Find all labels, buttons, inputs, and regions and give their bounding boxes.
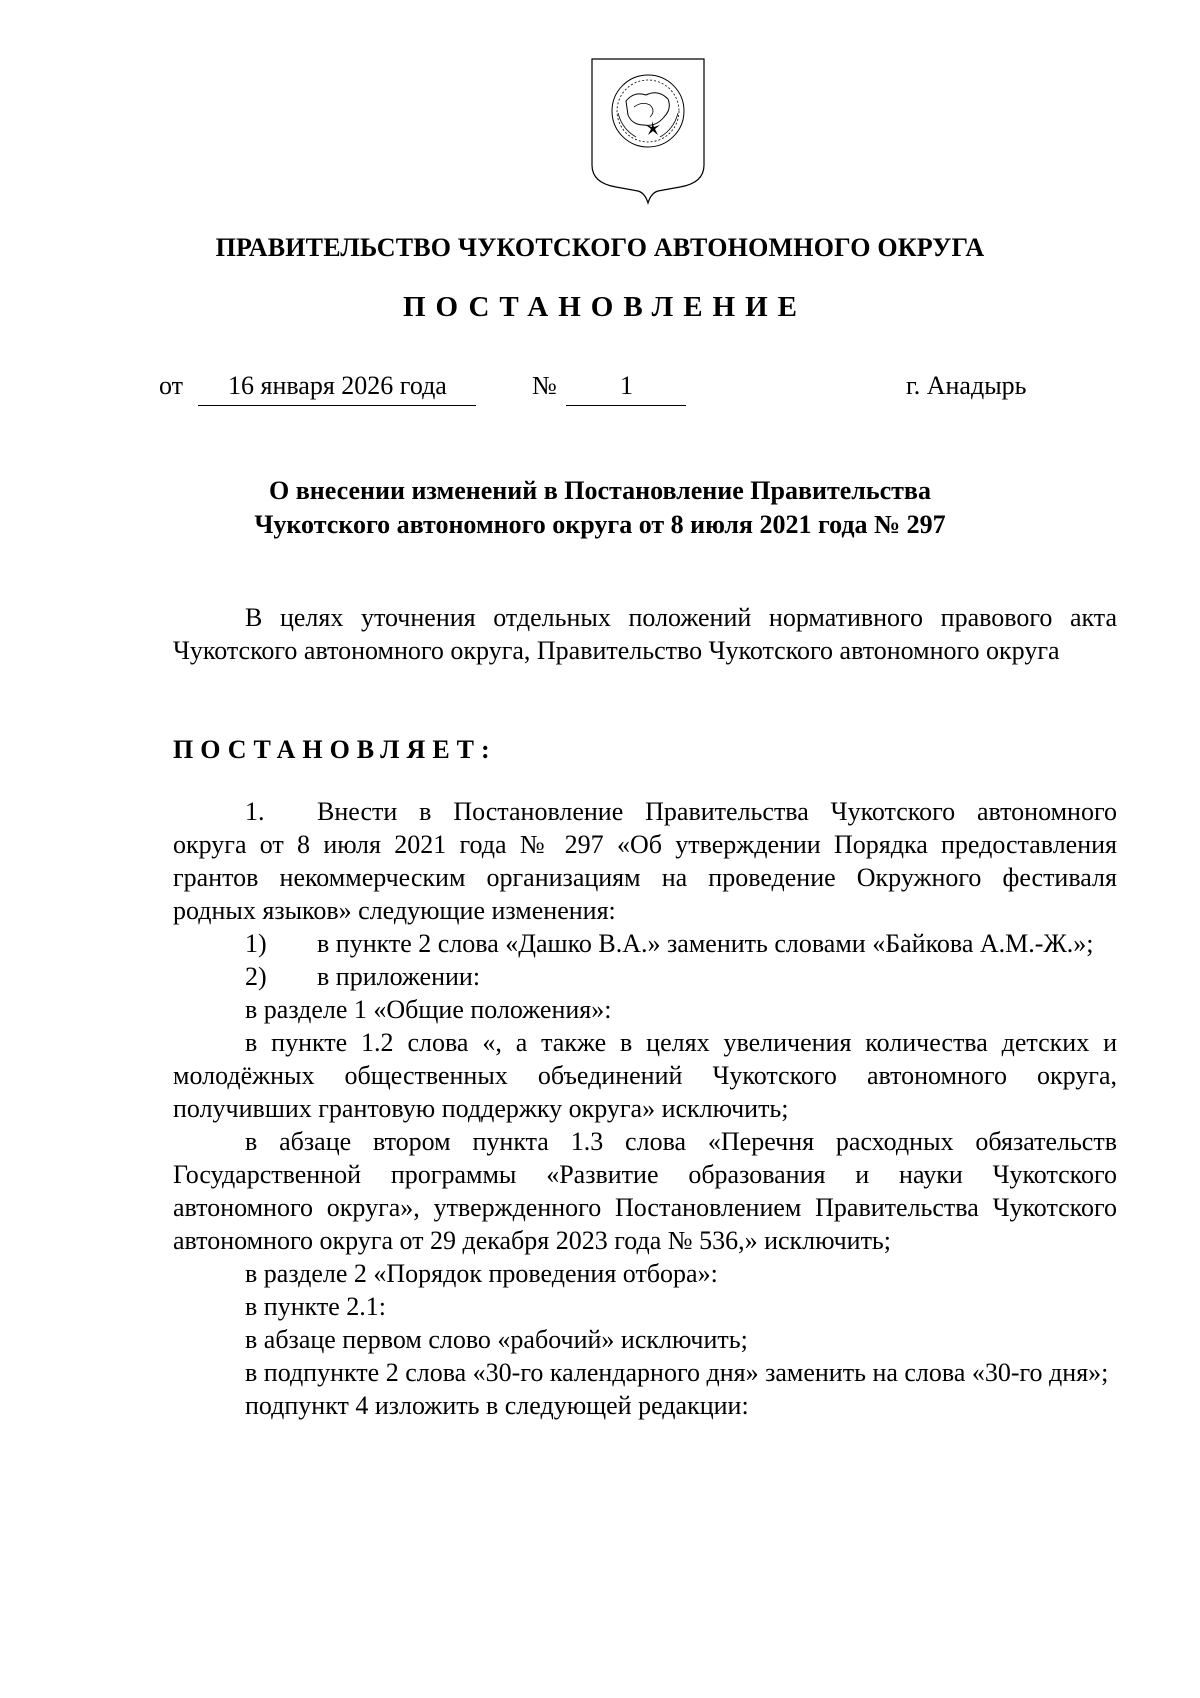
item-1-number: 1. <box>245 797 265 826</box>
document-date: 16 января 2026 года <box>228 371 447 400</box>
subitem-2-number: 2) <box>245 962 267 991</box>
item-1-text: Внести в Постановление Правительства Чукотского автономного округа от 8 июля 2021 года № 297 «Об утверждении Порядка предоставления грантов некоммерческим организациям на проведение Окружного фестиваля родных языков» следующие изменения: <box>173 797 1117 925</box>
paragraph-abzac-1: в абзаце первом слово «рабочий» исключить; <box>245 1325 748 1354</box>
number-underline <box>566 405 686 406</box>
subitem-1 <box>173 927 1117 960</box>
paragraph-subpoint-4: подпункт 4 изложить в следующей редакции: <box>245 1391 749 1420</box>
coat-of-arms-emblem <box>588 55 708 207</box>
paragraph-point-1-2: в пункте 1.2 слова «, а также в целях увеличения количества детских и молодёжных общественных объединений Чукотского автономного округа, получивших грантовую поддержку округа» исключить; <box>173 1028 1117 1123</box>
preamble-paragraph: В целях уточнения отдельных положений нормативного правового акта Чукотского автономного округа, Правительство Чукотского автономного округа <box>173 603 1117 665</box>
date-underline <box>198 405 476 406</box>
document-city: г. Анадырь <box>906 371 1027 400</box>
subitem-1-text: в пункте 2 слова «Дашко В.А.» заменить словами «Байкова А.М.-Ж.»; <box>317 929 1094 958</box>
number-label: № <box>532 371 557 400</box>
document-type-heading: ПОСТАНОВЛЕНИЕ <box>402 291 807 323</box>
document-subject <box>0 474 1200 542</box>
paragraph-point-1-3: в абзаце втором пункта 1.3 слова «Перечня расходных обязательств Государственной программы «Развитие образования и науки Чукотского автономного округа», утвержденного Постановлением Правительства Чукотского автономного округа от 29 декабря 2023 года № 536,» исключить; <box>173 1127 1117 1255</box>
paragraph-subpoint-2: в подпункте 2 слова «30-го календарного дня» заменить на слова «30-го дня»; <box>245 1358 1109 1387</box>
paragraph-point-2-1: в пункте 2.1: <box>245 1292 387 1321</box>
document-number: 1 <box>620 371 633 400</box>
subject-line-2: Чукотского автономного округа от 8 июля 2021 года № 297 <box>254 510 946 539</box>
paragraph-section-1: в разделе 1 «Общие положения»: <box>245 995 612 1024</box>
subitem-2 <box>173 960 1117 993</box>
item-1 <box>173 795 1117 927</box>
paragraph-section-2: в разделе 2 «Порядок проведения отбора»: <box>245 1259 718 1288</box>
decree-word: ПОСТАНОВЛЯЕТ: <box>173 735 497 764</box>
subitem-2-text: в приложении: <box>317 962 481 991</box>
subitem-1-number: 1) <box>245 929 267 958</box>
subject-line-1: О внесении изменений в Постановление Правительства <box>269 476 931 505</box>
amendments-list <box>173 795 1117 1422</box>
preamble-block <box>173 601 1117 667</box>
government-title: ПРАВИТЕЛЬСТВО ЧУКОТСКОГО АВТОНОМНОГО ОКРУГА <box>215 233 985 262</box>
date-number-line <box>0 371 1200 411</box>
date-prefix: от <box>159 371 184 400</box>
